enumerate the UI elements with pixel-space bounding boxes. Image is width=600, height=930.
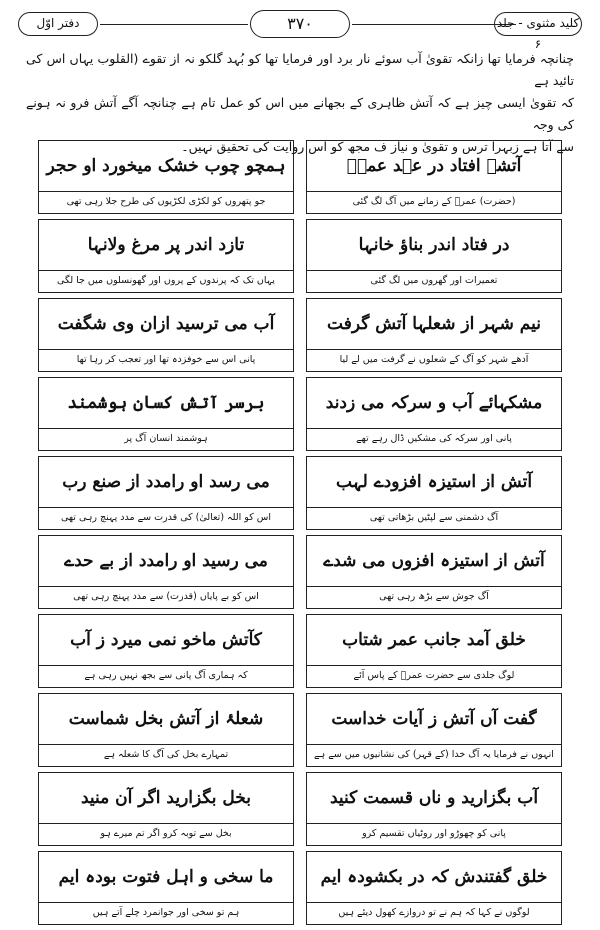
verse-text: ما سخی و اہل فتوت بودہ ایم	[58, 867, 274, 887]
verse-text: می رسد او رامدد از صنع رب	[62, 472, 270, 492]
intro-line: چنانچہ فرمایا تھا زانکہ تقویٰ آب سوئے نار برد اور فرمایا تھا کو بُہد گلکو نہ از تقوے (القلوب یہاں اس کی تائید ہے	[26, 51, 574, 88]
verse-row	[38, 851, 562, 925]
verse-row	[38, 614, 562, 688]
verse-cell-left	[38, 693, 294, 767]
verse-text: آب بگزارید و ناں قسمت کنید	[329, 788, 539, 808]
verse-row	[38, 377, 562, 451]
verse-translation: کہ ہماری آگ پانی سے بجھ نہیں رہی ہے	[39, 665, 293, 687]
verse-translation: ہوشمند انسان آگ پر	[39, 428, 293, 450]
verse-cell-left	[38, 219, 294, 293]
verse-text: بخل بگزارید اگر آن منید	[80, 788, 252, 808]
verse-translation: ہم تو سخی اور جوانمرد چلے آتے ہیں	[39, 902, 293, 924]
verse-translation: (حضرت) عمرؓ کے زمانے میں آگ لگ گئی	[307, 191, 561, 213]
verse-cell-right	[306, 693, 562, 767]
verse-cell-left	[38, 535, 294, 609]
verse-text: می رسید او رامدد از بے حدے	[64, 551, 268, 571]
book-title: کلید مثنوی - جلد ۶	[494, 12, 582, 36]
verse-translation: جو پتھروں کو لکڑی لکڑیوں کی طرح جلا رہی تھی	[39, 191, 293, 213]
verse-row	[38, 140, 562, 214]
verse-cell-left	[38, 851, 294, 925]
page-number: ۳۷۰	[250, 10, 350, 38]
verse-translation: انہوں نے فرمایا یہ آگ خدا (کے قہر) کی نشانیوں میں سے ہے	[307, 744, 561, 766]
verse-translation: آگ دشمنی سے لپٹیں بڑھاتی تھی	[307, 507, 561, 529]
verse-cell-left	[38, 456, 294, 530]
verse-translation: پانی اس سے خوفزدہ تھا اور تعجب کر رہا تھا	[39, 349, 293, 371]
verse-translation: اس کو بے پایاں (قدرت) سے مدد پہنچ رہی تھی	[39, 586, 293, 608]
verse-cell-left	[38, 772, 294, 846]
verse-text: آب می ترسید ازان وی شگفت	[57, 314, 275, 334]
verse-row	[38, 456, 562, 530]
verse-cell-right	[306, 772, 562, 846]
page-header	[18, 10, 582, 51]
verse-text: مشکہائے آب و سرکہ می زدند	[325, 393, 543, 413]
verse-cell-left	[38, 377, 294, 451]
verse-row	[38, 535, 562, 609]
verse-translation: اس کو اللہ (تعالیٰ) کی قدرت سے مدد پہنچ رہی تھی	[39, 507, 293, 529]
verse-translation: پانی اور سرکہ کی مشکیں ڈال رہے تھے	[307, 428, 561, 450]
verse-text: آتش از استیزہ افزوں می شدے	[323, 551, 545, 571]
verse-text: در فتاد اندر بناؤ خانہا	[358, 235, 510, 255]
verse-cell-right	[306, 456, 562, 530]
verse-cell-right	[306, 140, 562, 214]
verse-row	[38, 219, 562, 293]
verse-translation: بخل سے توبہ کرو اگر تم میرے ہو	[39, 823, 293, 845]
verse-translation: تمہارے بخل کی آگ کا شعلہ ہے	[39, 744, 293, 766]
verse-translation: آگ جوش سے بڑھ رہی تھی	[307, 586, 561, 608]
verse-row	[38, 693, 562, 767]
verse-text: شعلۂ از آتش بخل شماست	[68, 709, 264, 729]
verse-text: برسر آتش کسان ہوشمند	[67, 393, 265, 413]
verse-cell-right	[306, 219, 562, 293]
verse-table	[38, 140, 562, 930]
verse-text: خلق گفتندش کہ در بکشودہ ایم	[320, 867, 548, 887]
verse-translation: یہاں تک کہ پرندوں کے پروں اور گھونسلوں میں جا لگی	[39, 270, 293, 292]
verse-cell-left	[38, 298, 294, 372]
header-rule-right	[352, 24, 516, 25]
verse-cell-left	[38, 140, 294, 214]
verse-cell-right	[306, 298, 562, 372]
verse-text: آتش از استیزہ افزودے لہب	[335, 472, 533, 492]
verse-translation: لوگ جلدی سے حضرت عمرؓ کے پاس آئے	[307, 665, 561, 687]
verse-text: آتشے افتاد در عہد عمرؓ	[346, 156, 522, 176]
verse-cell-right	[306, 614, 562, 688]
verse-text: نیم شہر از شعلہا آتش گرفت	[327, 314, 541, 334]
verse-translation: پانی کو چھوڑو اور روٹیاں تقسیم کرو	[307, 823, 561, 845]
verse-cell-right	[306, 535, 562, 609]
verse-translation: تعمیرات اور گھروں میں لگ گئی	[307, 270, 561, 292]
verse-text: ہمچو چوب خشک میخورد او حجر	[46, 156, 286, 176]
verse-cell-right	[306, 851, 562, 925]
verse-text: خلق آمد جانب عمر شتاب	[342, 630, 526, 650]
intro-line: سے آتا ہے زبہرا ترس و تقویٰ و نیاز ف مجھ کو اس روایت کی تحقیق نہیں۔	[181, 139, 574, 154]
verse-translation: لوگوں نے کہا کہ ہم نے تو دروازے کھول دیئے ہیں	[307, 902, 561, 924]
verse-cell-right	[306, 377, 562, 451]
verse-cell-left	[38, 614, 294, 688]
intro-line: کہ تقویٰ ایسی چیز ہے کہ آتش ظاہری کے بجھانے میں اس کو عمل تام ہے چنانچہ آگے آتش فرو نہ ہونے کی وجہ	[26, 95, 574, 132]
header-rule-left	[100, 24, 248, 25]
verse-translation: آدھے شہر کو آگ کے شعلوں نے گرفت میں لے لیا	[307, 349, 561, 371]
verse-text: تازد اندر پر مرغ ولانہا	[87, 235, 245, 255]
verse-text: گفت آں آتش ز آیات خداست	[331, 709, 537, 729]
verse-text: کآتش ماخو نمی میرد ز آب	[70, 630, 262, 650]
volume-label: دفتر اوّل	[18, 12, 98, 36]
verse-row	[38, 772, 562, 846]
verse-row	[38, 298, 562, 372]
